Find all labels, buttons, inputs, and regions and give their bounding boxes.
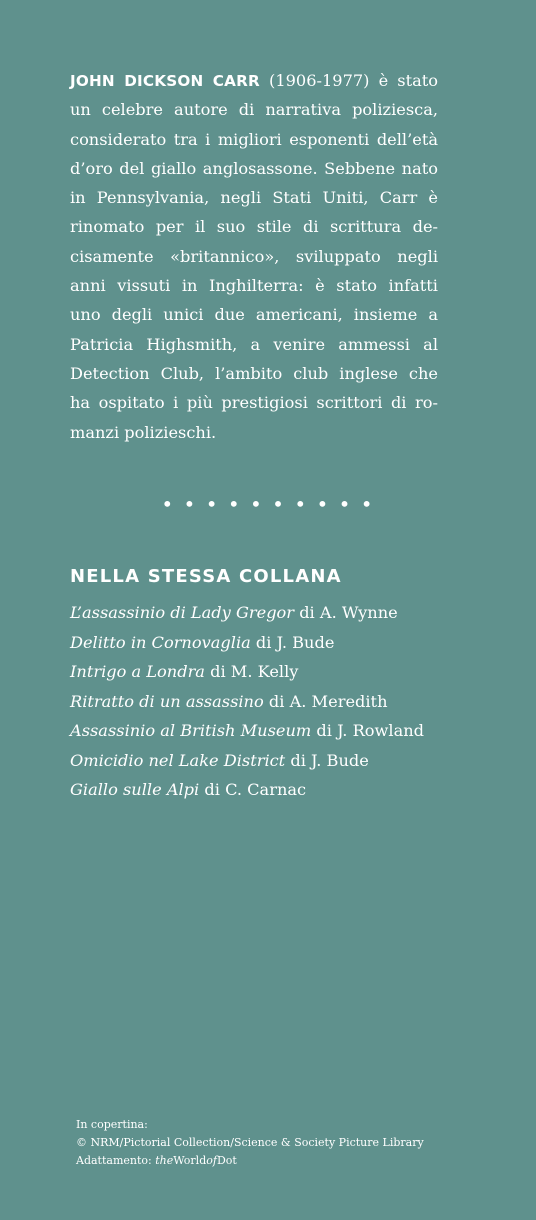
list-item	[70, 598, 490, 628]
bio-line: manzi polizieschi.	[70, 422, 217, 442]
book-author: di J. Rowland	[311, 721, 425, 740]
cover-label: In copertina:	[76, 1118, 148, 1131]
bio-line: Patricia Highsmith, a venire ammessi al	[70, 334, 438, 354]
book-title: Giallo sulle Alpi	[70, 780, 200, 799]
book-author: di J. Bude	[250, 632, 335, 652]
book-title: Omicidio nel Lake District	[70, 750, 286, 770]
bio-line: uno degli unici due americani, insieme a	[70, 305, 438, 325]
list-item	[70, 687, 490, 717]
book-title: L’assassinio di Lady Gregor	[70, 603, 295, 622]
book-list	[70, 598, 490, 805]
cover-credit: © NRM/Pictorial Collection/Science & Society Picture Library	[76, 1136, 424, 1149]
book-author: di A. Meredith	[263, 691, 388, 711]
bio-line: considerato tra i migliori esponenti dell’età	[70, 129, 438, 149]
bio-line: in Pennsylvania, negli Stati Uniti, Carr è	[70, 188, 438, 208]
author-name: JOHN DICKSON CARR	[70, 72, 260, 90]
book-author: di C. Carnac	[199, 780, 307, 799]
list-item	[70, 628, 490, 658]
list-item	[70, 657, 490, 687]
list-item	[70, 775, 490, 805]
bio-line: anni vissuti in Inghilterra: è stato infatti	[70, 276, 438, 296]
author-bio	[70, 66, 438, 447]
bio-line: cisamente «britannico», sviluppato negli	[70, 246, 438, 266]
bio-line: JOHN DICKSON CARR (1906-1977) è stato	[70, 71, 438, 90]
book-title: Intrigo a Londra	[70, 662, 205, 681]
list-item	[70, 746, 490, 776]
book-author: di J. Bude	[285, 750, 369, 770]
studio-logo: theWorldofDot	[155, 1154, 237, 1167]
bio-line: ha ospitato i più prestigiosi scrittori di ro-	[70, 393, 438, 413]
book-author: di A. Wynne	[294, 603, 398, 622]
series-title: NELLA STESSA COLLANA	[70, 566, 342, 587]
book-author: di M. Kelly	[204, 662, 299, 681]
adaptation-credit	[76, 1152, 424, 1170]
adaptation-label: Adattamento:	[76, 1154, 156, 1167]
credits	[76, 1116, 424, 1170]
bio-line: un celebre autore di narrativa poliziesca,	[70, 100, 438, 120]
bio-line: Detection Club, l’ambito club inglese che	[70, 363, 438, 383]
book-title: Ritratto di un assassino	[70, 691, 264, 711]
bio-line: rinomato per il suo stile di scrittura de-	[70, 217, 438, 237]
book-title: Delitto in Cornovaglia	[70, 632, 251, 652]
list-item	[70, 716, 490, 746]
bio-line: d’oro del giallo anglosassone. Sebbene nato	[70, 158, 438, 178]
dotted-separator: • • • • • • • • • •	[161, 492, 375, 516]
book-title: Assassinio al British Museum	[70, 721, 312, 740]
